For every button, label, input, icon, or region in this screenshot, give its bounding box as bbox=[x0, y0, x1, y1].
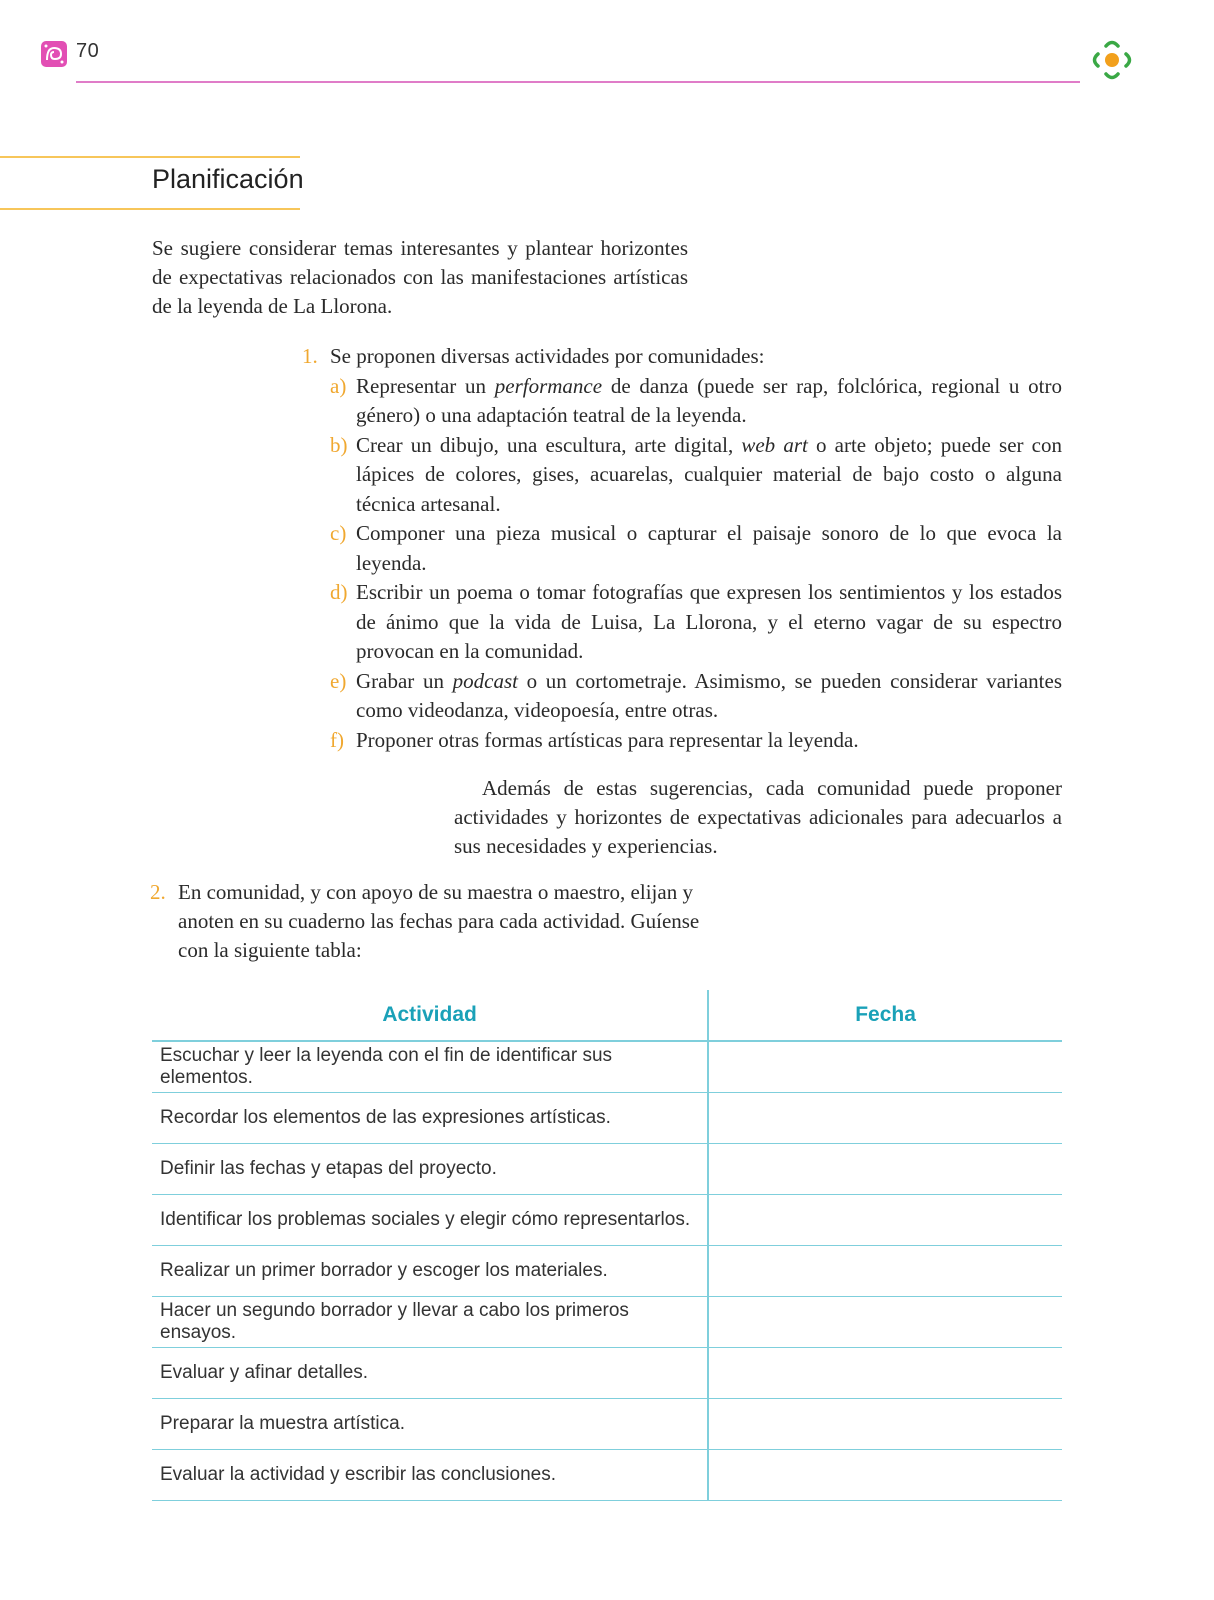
subitem-emphasis: performance bbox=[494, 373, 603, 398]
date-cell bbox=[708, 1144, 1062, 1195]
activity-cell: Evaluar la actividad y escribir las conclusiones. bbox=[152, 1450, 708, 1501]
table-row bbox=[152, 1093, 1062, 1144]
table-header-row bbox=[152, 990, 1062, 1041]
activity-cell: Preparar la muestra artística. bbox=[152, 1399, 708, 1450]
subitem-letter: b) bbox=[330, 432, 348, 457]
subitem-d bbox=[330, 578, 1062, 667]
activity-list bbox=[302, 342, 1062, 755]
subitem-text: Crear un dibujo, una escultura, arte digital, bbox=[356, 432, 742, 457]
activity-cell: Definir las fechas y etapas del proyecto. bbox=[152, 1144, 708, 1195]
subitem-text: de danza (puede ser rap, folclórica, regional u otro género) o una adaptación teatral de la leyenda. bbox=[356, 373, 1062, 427]
date-cell bbox=[708, 1195, 1062, 1246]
subitem-e bbox=[330, 667, 1062, 726]
activity-cell: Evaluar y afinar detalles. bbox=[152, 1348, 708, 1399]
list-item-2 bbox=[150, 878, 720, 962]
item-number: 2. bbox=[150, 880, 166, 904]
subitem-text: Representar un bbox=[356, 373, 495, 398]
item-number: 1. bbox=[302, 344, 318, 368]
subitem-text: Proponer otras formas artísticas para representar la leyenda. bbox=[356, 727, 859, 752]
subitem-f bbox=[330, 726, 1062, 756]
date-cell bbox=[708, 1399, 1062, 1450]
section-title: Planificación bbox=[152, 164, 304, 194]
date-cell bbox=[708, 1041, 1062, 1093]
subitem-text: Grabar un bbox=[356, 668, 453, 693]
table-row bbox=[152, 1450, 1062, 1501]
header-fecha: Fecha bbox=[708, 990, 1062, 1041]
date-cell bbox=[708, 1348, 1062, 1399]
item-text: Se proponen diversas actividades por comunidades: bbox=[330, 344, 765, 368]
subitem-letter: c) bbox=[330, 521, 347, 545]
subitem-text: o arte objeto; puede ser con lápices de colores, gises, acuarelas, cualquier material de bajo costo o alguna técnica artesanal. bbox=[356, 432, 1062, 516]
subitem-text: Escribir un poema o tomar fotografías que expresen los sentimientos y los estados de ánimo que la vida de Luisa, La Llorona, y el eterno vagar de su espectro provocan en la comunidad. bbox=[356, 580, 1062, 663]
table-row bbox=[152, 1195, 1062, 1246]
subitem-letter: a) bbox=[330, 373, 347, 398]
table-row bbox=[152, 1246, 1062, 1297]
subitem-text: Componer una pieza musical o capturar el paisaje sonoro de lo que evoca la leyenda. bbox=[356, 521, 1062, 575]
subitem-text: o un cortometraje. Asimismo, se pueden considerar variantes como videodanza, videopoesía, entre otras. bbox=[356, 668, 1063, 722]
table-row bbox=[152, 1041, 1062, 1093]
pink-glyph-icon bbox=[40, 40, 68, 68]
planning-table bbox=[152, 990, 1062, 1501]
subitem-letter: d) bbox=[330, 580, 348, 604]
subitem-emphasis: podcast bbox=[452, 668, 518, 693]
header-actividad: Actividad bbox=[152, 990, 708, 1041]
green-orange-emblem-icon bbox=[1086, 34, 1138, 86]
note-paragraph: Además de estas sugerencias, cada comunidad puede proponer actividades y horizontes de expectativas adicionales para adecuarlos a sus necesidades y experiencias. bbox=[454, 776, 1062, 858]
activity-cell: Realizar un primer borrador y escoger los materiales. bbox=[152, 1246, 708, 1297]
subitem-a bbox=[330, 372, 1062, 431]
subitem-b bbox=[330, 431, 1062, 520]
table-row bbox=[152, 1399, 1062, 1450]
activity-cell: Hacer un segundo borrador y llevar a cabo los primeros ensayos. bbox=[152, 1297, 708, 1348]
subitem-c bbox=[330, 519, 1062, 578]
activity-cell: Recordar los elementos de las expresiones artísticas. bbox=[152, 1093, 708, 1144]
activity-cell: Identificar los problemas sociales y elegir cómo representarlos. bbox=[152, 1195, 708, 1246]
header-rule bbox=[76, 81, 1080, 83]
item-text: En comunidad, y con apoyo de su maestra o maestro, elijan y anoten en su cuaderno las fechas para cada actividad. Guíense con la siguiente tabla: bbox=[178, 880, 700, 962]
date-cell bbox=[708, 1246, 1062, 1297]
activity-cell: Escuchar y leer la leyenda con el fin de identificar sus elementos. bbox=[152, 1041, 708, 1093]
intro-paragraph: Se sugiere considerar temas interesantes y plantear horizontes de expectativas relacionados con las manifestaciones artísticas de la leyenda de La Llorona. bbox=[152, 236, 688, 318]
table-row bbox=[152, 1144, 1062, 1195]
table-row bbox=[152, 1348, 1062, 1399]
subitem-emphasis: web art bbox=[741, 432, 808, 457]
date-cell bbox=[708, 1450, 1062, 1501]
list-item-1 bbox=[302, 342, 1062, 372]
table-row bbox=[152, 1297, 1062, 1348]
date-cell bbox=[708, 1297, 1062, 1348]
date-cell bbox=[708, 1093, 1062, 1144]
page-number: 70 bbox=[76, 40, 100, 62]
subitem-letter: e) bbox=[330, 668, 347, 693]
subitem-letter: f) bbox=[330, 727, 344, 752]
